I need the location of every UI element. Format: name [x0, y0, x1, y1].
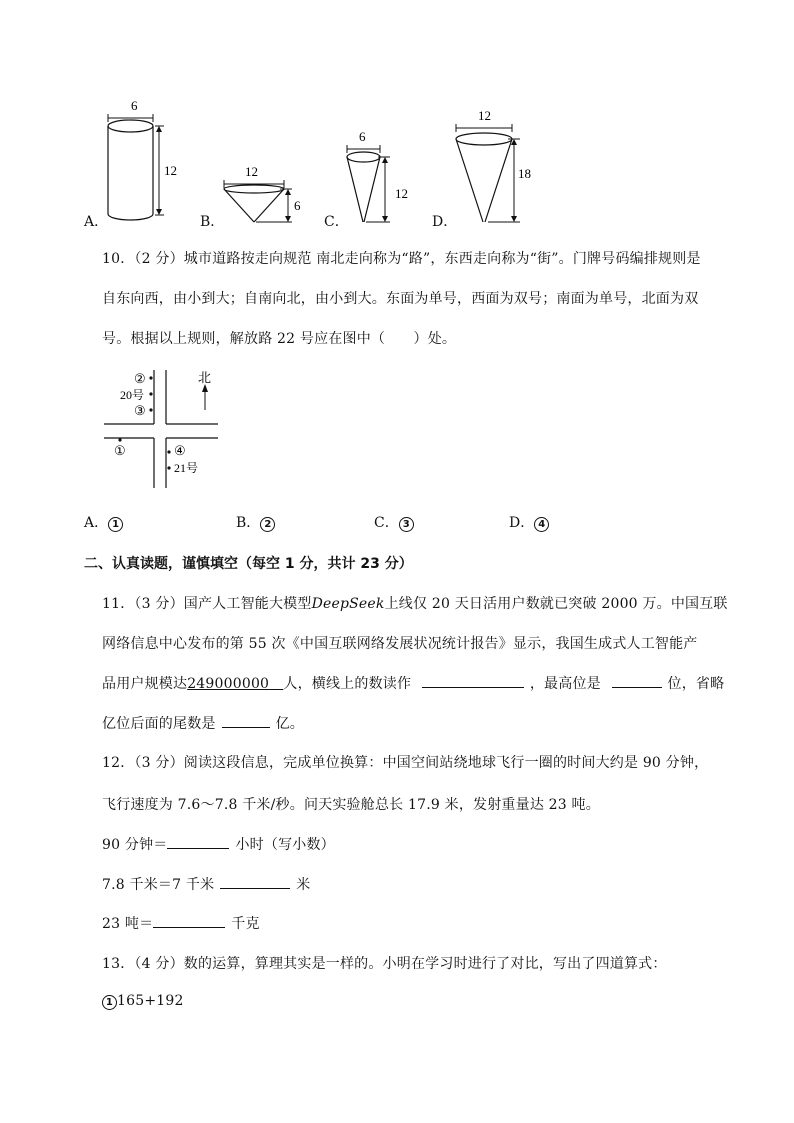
option-d-label: D． [432, 214, 458, 230]
answer-blank-approx[interactable] [222, 713, 270, 728]
wide-cone-figure [218, 162, 308, 228]
q10-option-c[interactable]: C． 3 [374, 512, 414, 532]
large-cone-figure [450, 106, 540, 228]
map-mark-3: ③ [134, 403, 146, 418]
answer-blank-meters[interactable] [220, 874, 290, 889]
circled-number: 1 [108, 517, 123, 532]
narrow-cone-height: 12 [395, 186, 408, 201]
answer-blank-hours[interactable] [167, 834, 229, 849]
answer-blank-kilograms[interactable] [153, 913, 225, 928]
wide-cone-diameter: 12 [245, 164, 258, 179]
large-cone-diameter: 12 [478, 108, 491, 123]
q10-option-b[interactable]: B． 2 [236, 512, 275, 532]
map-mark-1: ① [114, 443, 126, 458]
wide-cone-height: 6 [294, 198, 301, 213]
north-label: 北 [198, 370, 212, 385]
option-b-label: B． [200, 214, 225, 230]
map-label-20: 20号 [120, 388, 145, 402]
circled-number: 1 [102, 995, 117, 1010]
q11-line-4: 亿位后面的尾数是 亿。 [102, 713, 304, 733]
option-a-label: A． [84, 214, 109, 230]
option-c-label: C． [324, 214, 349, 230]
q10-line-2: 自东向西，由小到大；自南向北，由小到大。东面为单号，西面为双号；南面为单号，北面为双 [102, 291, 699, 307]
q12-line-1: 12．（3 分）阅读这段信息，完成单位换算：中国空间站绕地球飞行一圈的时间大约是 90 分钟， [102, 755, 709, 771]
q10-line-1: 10．（2 分）城市道路按走向规范 南北走向称为“路”，东西走向称为“街”。门牌号码编排规则是 [102, 251, 701, 267]
circled-number: 2 [260, 517, 275, 532]
q13-expression-1: 1 165+192 [102, 993, 184, 1010]
map-mark-2: ② [134, 371, 146, 386]
q11-line-3: 品用户规模达249000000 人，横线上的数读作 ，最高位是 位，省略 [102, 673, 724, 693]
street-map [100, 366, 230, 492]
large-cone-height: 18 [518, 166, 531, 181]
cylinder-figure [102, 98, 192, 226]
underlined-number: 249000000 [187, 676, 270, 692]
circled-number: 4 [534, 517, 549, 532]
cylinder-diameter: 6 [131, 98, 138, 113]
answer-blank-reading[interactable] [422, 673, 524, 688]
q10-option-a[interactable]: A． 1 [84, 512, 123, 532]
circled-number: 3 [399, 517, 414, 532]
q11-line-1: 11．（3 分）国产人工智能大模型DeepSeek上线仅 20 天日活用户数就已突破 2000 万。中国互联 [102, 596, 728, 612]
q10-line-3: 号。根据以上规则，解放路 22 号应在图中（ ）处。 [102, 331, 457, 347]
narrow-cone-diameter: 6 [359, 129, 366, 144]
q12-item-b: 7.8 千米＝7 千米 米 [102, 874, 310, 894]
q12-item-c: 23 吨＝ 千克 [102, 913, 260, 933]
q12-item-a: 90 分钟＝ 小时（写小数） [102, 834, 335, 854]
section-heading: 二、认真读题，谨慎填空（每空 1 分，共计 23 分） [84, 556, 413, 572]
narrow-cone-figure [340, 126, 420, 228]
q10-option-d[interactable]: D． 4 [509, 512, 549, 532]
cylinder-height: 12 [164, 163, 177, 178]
q11-line-2: 网络信息中心发布的第 55 次《中国互联网络发展状况统计报告》显示，我国生成式人工智能产 [102, 636, 698, 652]
q12-line-2: 飞行速度为 7.6～7.8 千米/秒。问天实验舱总长 17.9 米，发射重量达 23 吨。 [102, 797, 600, 813]
map-mark-4: ④ [174, 443, 186, 458]
answer-blank-highest-place[interactable] [612, 673, 662, 688]
q13-line-1: 13．（4 分）数的运算，算理其实是一样的。小明在学习时进行了对比，写出了四道算式： [102, 956, 667, 972]
map-label-21: 21号 [174, 461, 199, 475]
